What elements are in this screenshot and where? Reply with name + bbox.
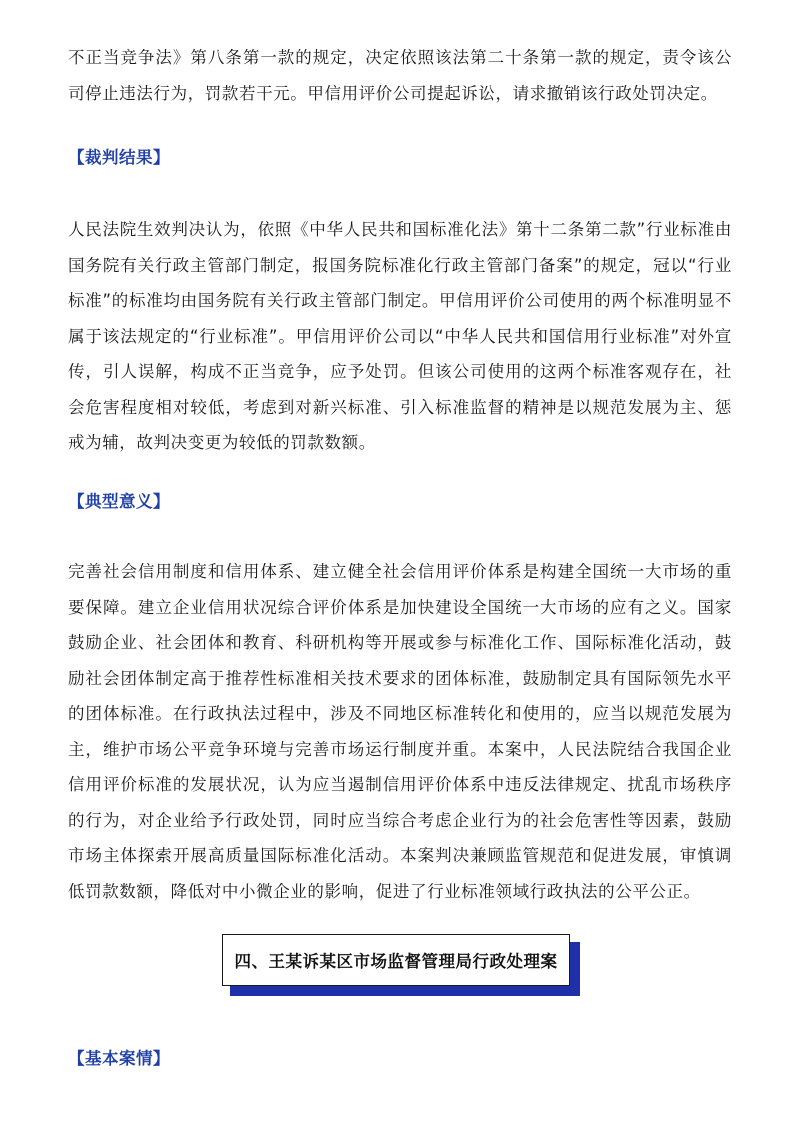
- paragraph-intro-tail: 不正当竞争法》第八条第一款的规定，决定依照该法第二十条第一款的规定，责令该公司停止违法行为，罚款若干元。甲信用评价公司提起诉讼，请求撤销该行政处罚决定。: [68, 48, 732, 103]
- heading-judgment-result: 【裁判结果】: [68, 148, 170, 167]
- case-title-frame: [222, 934, 570, 986]
- paragraph-significance: 完善社会信用制度和信用体系、建立健全社会信用评价体系是构建全国统一大市场的重要保障。建立企业信用状况综合评价体系是加快建设全国统一大市场的应有之义。国家鼓励企业、社会团体和教育、科研机构等开展或参与标准化工作、国际标准化活动，鼓励社会团体制定高于推荐性标准相关技术要求的团体标准，鼓励制定具有国际领先水平的团体标准。在行政执法过程中，涉及不同地区标准转化和使用的，应当以规范发展为主，维护市场公平竞争环境与完善市场运行制度并重。本案中，人民法院结合我国企业信用评价标准的发展状况，认为应当遏制信用评价体系中违反法律规定、扰乱市场秩序的行为，对企业给予行政处罚，同时应当综合考虑企业行为的社会危害性等因素，鼓励市场主体探索开展高质量国际标准化活动。本案判决兼顾监管规范和促进发展，审慎调低罚款数额，降低对中小微企业的影响，促进了行业标准领域行政执法的公平公正。: [68, 562, 732, 901]
- heading-typical-significance: 【典型意义】: [68, 492, 170, 511]
- paragraph-judgment: 人民法院生效判决认为，依照《中华人民共和国标准化法》第十二条第二款”行业标准由国务院有关行政主管部门制定，报国务院标准化行政主管部门备案”的规定，冠以“行业标准”的标准均由国务院有关行政主管部门制定。甲信用评价公司使用的两个标准明显不属于该法规定的“行业标准”。甲信用评价公司以“中华人民共和国信用行业标准”对外宣传，引人误解，构成不正当竞争，应予处罚。但该公司使用的这两个标准客观存在，社会危害程度相对较低，考虑到对新兴标准、引入标准监督的精神是以规范发展为主、惩戒为辅，故判决变更为较低的罚款数额。: [68, 220, 732, 452]
- heading-basic-facts: 【基本案情】: [68, 1049, 170, 1068]
- case-title-box: [222, 934, 574, 992]
- case-title: 四、王某诉某区市场监督管理局行政处理案: [234, 952, 558, 971]
